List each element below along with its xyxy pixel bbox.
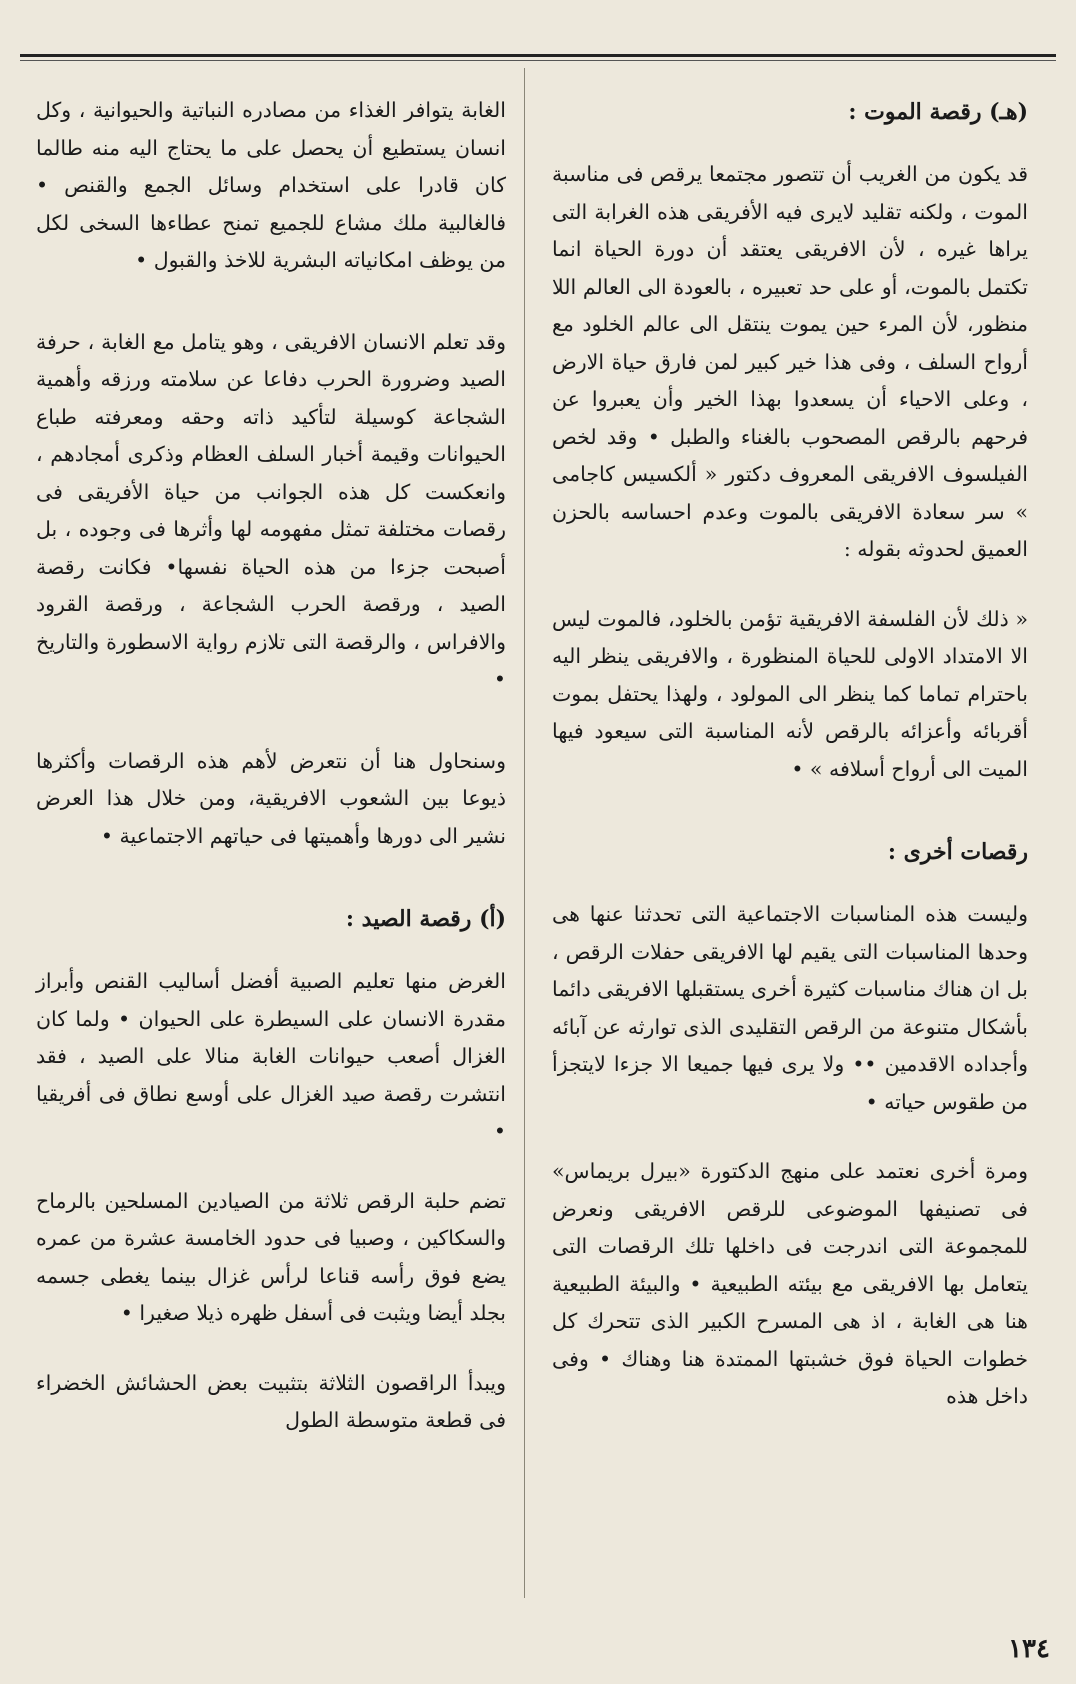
top-rule-thin <box>20 60 1056 61</box>
left-column <box>36 92 506 1440</box>
page-number: ١٣٤ <box>1008 1634 1050 1664</box>
death-dance-paragraph: قد يكون من الغريب أن تتصور مجتمعا يرقص فى مناسبة الموت ، ولكنه تقليد لايرى فيه الأفريقى هذه الغرابة التى يراها غيره ، لأن الافريقى يعتقد أن دورة الحياة انما تكتمل بالموت، أو على حد تعبيره ، بالعودة الى العالم اللا منظور، لأن المرء حين يموت ينتقل الى عالم الخلود مع أرواح السلف ، وفى هذا خير كبير لمن فارق حياة الارض ، وعلى الاحياء أن يسعدوا بهذا الخير وأن يعبروا عن فرحهم بالرقص المصحوب بالغناء والطبل • وقد لخص الفيلسوف الافريقى المعروف دكتور « ألكسيس كاجامى » سر سعادة الافريقى بالموت وعدم احساسه بالحزن العميق لحدوثه بقوله : <box>552 162 1028 561</box>
overview-paragraph: وسنحاول هنا أن نتعرض لأهم هذه الرقصات وأكثرها ذيوعا بين الشعوب الافريقية، ومن خلال هذا العرض نشير الى دورها وأهميتها فى حياتهم الاجتماعية • <box>36 748 506 848</box>
hunt-dance-paragraph-1: الغرض منها تعليم الصبية أفضل أساليب القنص وأبراز مقدرة الانسان على السيطرة على الحيوان • ولما كان الغزال أصعب حيوانات الغابة منالا على الصيد ، فقد انتشرت رقصة صيد الغزال على أوسع نطاق فى أفريقيا • <box>36 969 506 1143</box>
other-dances-paragraph-2: ومرة أخرى نعتمد على منهج الدكتورة «بيرل بريماس» فى تصنيفها الموضوعى للرقص الافريقى ونعرض للمجموعة التى اندرجت فى داخلها تلك الرقصات التى يتعامل بها الافريقى مع بيئته الطبيعية • والبيئة الطبيعية هنا هى الغابة ، اذ هى المسرح الكبير الذى تتحرك كل خطوات الحياة فوق خشبتها الممتدة هنا وهناك • وفى داخل هذه <box>552 1159 1028 1408</box>
right-column <box>552 92 1028 1416</box>
other-dances-paragraph-1: وليست هذه المناسبات الاجتماعية التى تحدثنا عنها هى وحدها المناسبات التى يقيم لها الافريقى حفلات الرقص ، بل ان هناك مناسبات كثيرة أخرى يستقبلها الافريقى دائما بأشكال متنوعة من الرقص التقليدى الذى توارثه عن آبائه وأجداده الاقدمين •• ولا يرى فيها جميعا الا جزءا لايتجزأ من طقوس حياته • <box>552 902 1028 1114</box>
other-dances-heading: رقصات أخرى : <box>887 839 1028 865</box>
kagame-quote: « ذلك لأن الفلسفة الافريقية تؤمن بالخلود، فالموت ليس الا الامتداد الاولى للحياة المنظورة ، والافريقى ينظر اليه باحترام تماما كما ينظر الى المولود ، ولهذا يحتفل بموت أقربائه وأعزائه بالرقص لأنه المناسبة التى سيعود فيها الميت الى أرواح أسلافه » • <box>552 606 1028 781</box>
death-dance-heading: (هـ) رقصة الموت : <box>848 99 1028 125</box>
top-rule <box>20 54 1056 57</box>
column-divider <box>524 68 525 1598</box>
hunt-dance-heading: (أ) رقصة الصيد : <box>345 906 506 932</box>
hunt-dance-paragraph-2: تضم حلبة الرقص ثلاثة من الصيادين المسلحين بالرماح والسكاكين ، وصبيا فى حدود الخامسة عشرة من عمره يضع فوق رأسه قناعا لرأس غزال بينما يغطى جسمه بجلد أيضا ويثبت فى أسفل ظهره ذيلا صغيرا • <box>36 1188 506 1325</box>
learning-paragraph: وقد تعلم الانسان الافريقى ، وهو يتامل مع الغابة ، حرفة الصيد وضرورة الحرب دفاعا عن سلامته ورزقه وأهمية الشجاعة كوسيلة لتأكيد ذاته وحقه ومعرفته طباع الحيوانات وقيمة أخبار السلف العظام وذكرى أمجادهم ، وانعكست كل هذه الجوانب من حياة الأفريقى فى رقصات مختلفة تمثل مفهومه لها وأثرها فى وجوده ، بل أصبحت جزءا من هذه الحياة نفسها• فكانت رقصة الصيد ، ورقصة الحرب الشجاعة ، ورقصة القرود والافراس ، والرقصة التى تلازم رواية الاسطورة والتاريخ • <box>36 329 506 691</box>
forest-paragraph: الغابة يتوافر الغذاء من مصادره النباتية والحيوانية ، وكل انسان يستطيع أن يحصل على ما يحتاج اليه منه طالما كان قادرا على استخدام وسائل الجمع والقنص • فالغالبية ملك مشاع للجميع تمنح عطاءها السخى لكل من يوظف امكانياته البشرية للاخذ والقبول • <box>36 98 506 272</box>
hunt-dance-paragraph-3: ويبدأ الراقصون الثلاثة بتثبيت بعض الحشائش الخضراء فى قطعة متوسطة الطول <box>36 1370 506 1432</box>
